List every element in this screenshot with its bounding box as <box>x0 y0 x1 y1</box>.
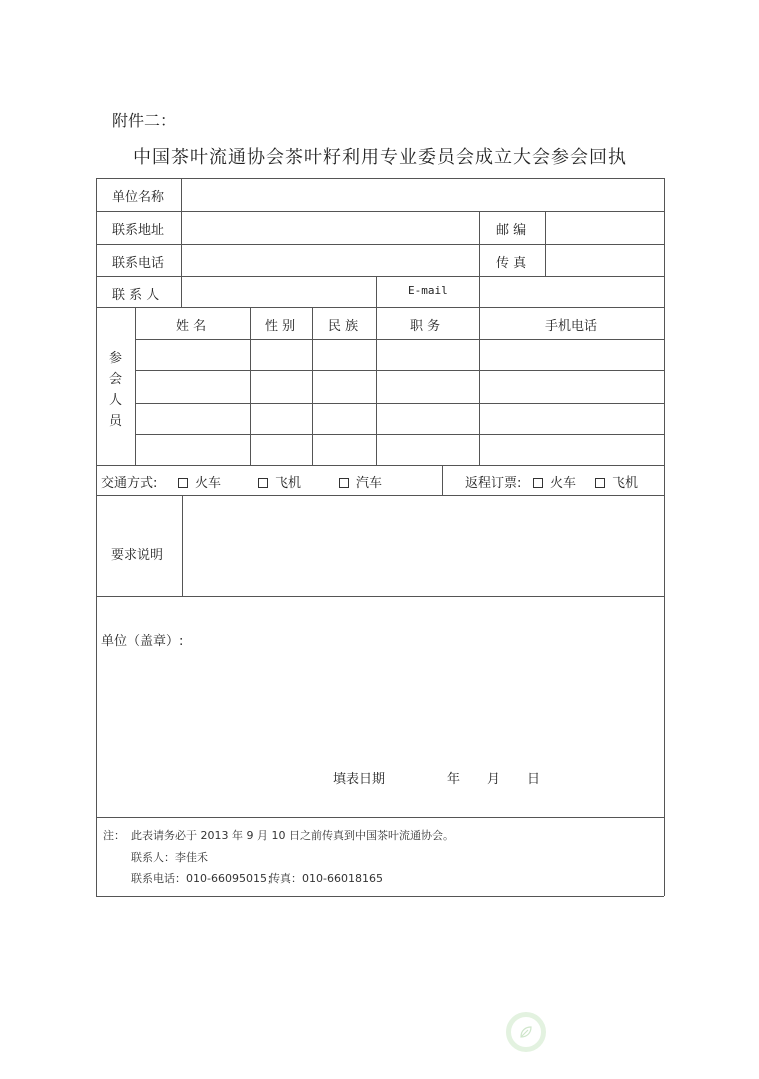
transport-label: 交通方式: <box>101 476 158 491</box>
row-divider <box>96 596 664 597</box>
row-divider <box>96 817 664 818</box>
transport-option-bus[interactable] <box>339 472 382 491</box>
attendee-ethnicity-field[interactable] <box>314 372 375 400</box>
attendee-name-field[interactable] <box>137 372 249 400</box>
fax-field[interactable] <box>547 246 663 275</box>
col-header-name: 姓 名 <box>176 319 207 334</box>
col-divider <box>545 211 546 276</box>
unit-name-label: 单位名称 <box>112 190 165 205</box>
attendee-name-field[interactable] <box>137 436 249 464</box>
col-divider <box>135 307 136 465</box>
option-label: 火车 <box>195 476 222 491</box>
date-year-label: 年 <box>447 772 461 787</box>
table-border-bottom <box>96 896 664 897</box>
notes-contact-person: 联系人：李佳禾 <box>131 851 208 864</box>
return-option-plane[interactable] <box>595 472 638 491</box>
row-divider <box>135 370 664 371</box>
checkbox[interactable] <box>178 478 188 488</box>
row-divider <box>135 403 664 404</box>
attendee-position-field[interactable] <box>378 436 478 464</box>
attachment-label: 附件二： <box>112 111 177 130</box>
col-divider <box>312 307 313 465</box>
requirements-field[interactable] <box>184 497 663 595</box>
col-divider <box>181 178 182 307</box>
attendee-mobile-field[interactable] <box>481 372 663 400</box>
attendee-ethnicity-field[interactable] <box>314 341 375 369</box>
attendee-position-field[interactable] <box>378 341 478 369</box>
col-divider <box>376 276 377 307</box>
leaf-watermark-icon <box>506 1012 546 1052</box>
fill-date-label: 填表日期 <box>333 772 386 787</box>
attendee-mobile-field[interactable] <box>481 405 663 433</box>
notes-deadline: 此表请务必于 2013 年 9 月 10 日之前传真到中国茶叶流通协会。 <box>131 829 454 842</box>
checkbox[interactable] <box>595 478 605 488</box>
checkbox[interactable] <box>258 478 268 488</box>
notes-contact-fax: 传真：010-66018165 <box>269 872 383 885</box>
attendee-gender-field[interactable] <box>252 341 311 369</box>
col-divider <box>479 211 480 307</box>
row-divider <box>135 434 664 435</box>
date-month-label: 月 <box>487 772 501 787</box>
notes-prefix: 注： <box>103 829 125 842</box>
attendee-ethnicity-field[interactable] <box>314 405 375 433</box>
option-label: 飞机 <box>275 476 302 491</box>
attendee-mobile-field[interactable] <box>481 436 663 464</box>
unit-name-field[interactable] <box>183 180 663 210</box>
checkbox[interactable] <box>339 478 349 488</box>
phone-field[interactable] <box>183 246 478 275</box>
notes-contact-phone: 联系电话：010-66095015； <box>131 872 278 885</box>
email-label: E-mail <box>408 284 448 297</box>
col-header-mobile: 手机电话 <box>545 319 598 334</box>
form-title: 中国茶叶流通协会茶叶籽利用专业委员会成立大会参会回执 <box>133 147 627 168</box>
date-day-label: 日 <box>527 772 541 787</box>
return-ticket-label: 返程订票: <box>465 476 522 491</box>
row-divider <box>135 339 664 340</box>
attendee-gender-field[interactable] <box>252 372 311 400</box>
address-label: 联系地址 <box>112 223 165 238</box>
attendee-name-field[interactable] <box>137 405 249 433</box>
attendee-gender-field[interactable] <box>252 436 311 464</box>
col-divider <box>479 307 480 465</box>
requirements-label: 要求说明 <box>111 548 164 563</box>
attendee-mobile-field[interactable] <box>481 341 663 369</box>
checkbox[interactable] <box>533 478 543 488</box>
col-divider <box>376 307 377 465</box>
col-header-ethnicity: 民 族 <box>328 319 359 334</box>
attendee-position-field[interactable] <box>378 405 478 433</box>
option-label: 汽车 <box>356 476 383 491</box>
unit-stamp-label: 单位（盖章）: <box>101 634 184 649</box>
postcode-label: 邮 编 <box>496 223 527 238</box>
email-field[interactable] <box>481 278 663 306</box>
return-option-train[interactable] <box>533 472 576 491</box>
phone-label: 联系电话 <box>112 256 165 271</box>
option-label: 飞机 <box>612 476 639 491</box>
attendees-section-label: 参会人员 <box>109 351 123 429</box>
address-field[interactable] <box>183 213 478 243</box>
contact-label: 联 系 人 <box>112 288 160 303</box>
col-header-gender: 性 别 <box>265 319 296 334</box>
attendee-ethnicity-field[interactable] <box>314 436 375 464</box>
row-divider <box>96 307 664 308</box>
attendee-position-field[interactable] <box>378 372 478 400</box>
col-divider <box>182 495 183 596</box>
table-border-right <box>664 178 665 896</box>
postcode-field[interactable] <box>547 213 663 243</box>
attendee-name-field[interactable] <box>137 341 249 369</box>
option-label: 火车 <box>550 476 577 491</box>
transport-option-plane[interactable] <box>258 472 301 491</box>
transport-option-train[interactable] <box>178 472 221 491</box>
attendee-gender-field[interactable] <box>252 405 311 433</box>
col-divider <box>250 307 251 465</box>
col-header-position: 职 务 <box>410 319 441 334</box>
contact-field[interactable] <box>183 278 375 306</box>
row-divider <box>96 465 664 466</box>
fax-label: 传 真 <box>496 256 527 271</box>
col-divider <box>442 465 443 495</box>
table-border-left <box>96 178 97 896</box>
